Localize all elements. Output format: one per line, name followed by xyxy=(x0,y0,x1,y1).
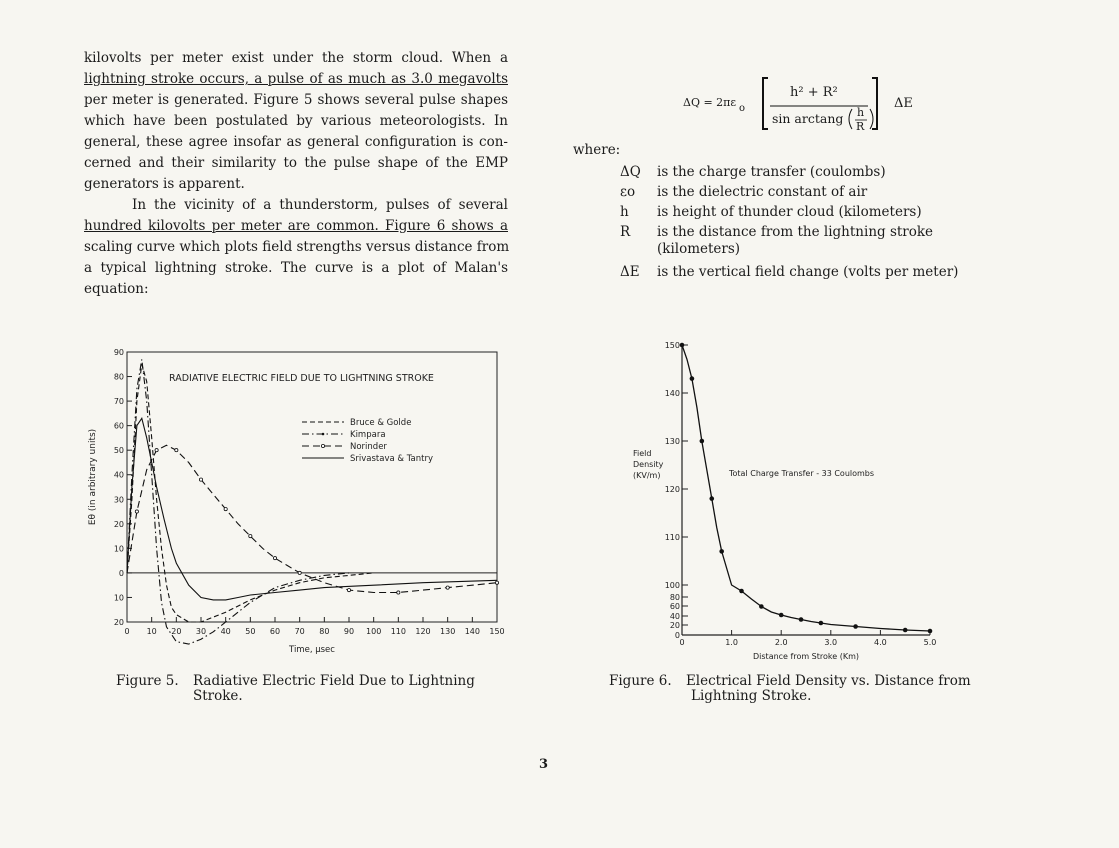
data-point xyxy=(759,604,764,609)
x-tick-label: 120 xyxy=(415,627,431,636)
x-tick-label: 90 xyxy=(343,627,355,636)
series-marker xyxy=(199,478,202,481)
x-tick-label: 130 xyxy=(440,627,456,636)
data-point xyxy=(680,343,685,348)
data-point xyxy=(779,613,784,618)
formula-lhs: ΔQ = 2πε xyxy=(683,96,737,109)
x-tick-label: 1.0 xyxy=(725,638,738,647)
variable-symbol: ΔE xyxy=(620,264,640,280)
y-tick-label: 50 xyxy=(113,446,124,456)
x-tick-label: 100 xyxy=(366,627,382,636)
data-point xyxy=(853,624,858,629)
figure-6-caption-text: Lightning Stroke. xyxy=(691,688,812,704)
y-tick-label: 80 xyxy=(669,593,680,602)
y-tick-label: 10 xyxy=(113,544,124,554)
data-point xyxy=(739,589,744,594)
chart-annotation: Total Charge Transfer - 33 Coulombs xyxy=(729,469,875,478)
text-line: per meter is generated. Figure 5 shows several pulse shapes xyxy=(84,92,508,108)
data-point xyxy=(928,629,933,634)
x-tick-label: 40 xyxy=(220,627,231,636)
y-tick-label: 60 xyxy=(669,602,680,611)
data-point xyxy=(719,549,724,554)
legend-label: Srivastava & Tantry xyxy=(350,454,433,464)
series-marker xyxy=(224,507,227,510)
series-line xyxy=(127,445,497,592)
legend-marker xyxy=(321,444,324,447)
x-tick-label: 70 xyxy=(294,627,305,636)
formula-lhs-sub: o xyxy=(739,103,746,114)
variable-symbol: εo xyxy=(620,184,636,200)
variable-symbol: h xyxy=(620,204,629,220)
y-tick-label: 20 xyxy=(113,618,124,627)
legend-label: Bruce & Golde xyxy=(350,418,412,428)
series-marker xyxy=(347,588,350,591)
chart-title: RADIATIVE ELECTRIC FIELD DUE TO LIGHTNING STROKE xyxy=(169,373,434,384)
x-tick-label: 140 xyxy=(464,627,480,636)
y-axis-label: Field xyxy=(633,449,652,458)
plot-frame xyxy=(127,352,497,622)
variable-description: is the vertical field change (volts per meter) xyxy=(657,264,959,280)
x-axis-label: Distance from Stroke (Km) xyxy=(753,652,859,661)
series-marker xyxy=(298,571,301,574)
x-tick-label: 80 xyxy=(319,627,330,636)
formula-denominator: sin arctang xyxy=(772,111,844,126)
y-tick-label: 40 xyxy=(113,470,124,480)
text-line: In the vicinity of a thunderstorm, pulses of several xyxy=(132,197,508,213)
y-tick-label: 20 xyxy=(113,519,124,529)
y-axis-label: Density xyxy=(633,460,664,469)
y-tick-label: 70 xyxy=(113,397,124,407)
legend-label: Kimpara xyxy=(350,430,386,440)
y-tick-label: 140 xyxy=(664,389,680,398)
y-tick-label: 40 xyxy=(669,612,680,621)
x-tick-label: 30 xyxy=(195,627,207,636)
variable-row xyxy=(620,182,958,202)
formula-frac-den: R xyxy=(856,120,865,133)
figure-6-caption xyxy=(609,674,971,704)
text-line: scaling curve which plots field strengths versus distance from xyxy=(84,239,510,255)
series-marker xyxy=(495,581,498,584)
page-number: 3 xyxy=(539,757,549,772)
x-tick-label: 20 xyxy=(171,627,182,636)
text-line: cerned and their similarity to the pulse shape of the EMP xyxy=(84,155,508,171)
text-line: kilovolts per meter exist under the storm cloud. When a xyxy=(84,50,508,66)
figure-5-caption-text: Radiative Electric Field Due to Lightning xyxy=(192,673,475,689)
x-tick-label: 60 xyxy=(269,627,281,636)
series-marker xyxy=(273,557,276,560)
y-tick-label: 100 xyxy=(664,581,680,590)
y-tick-label: 130 xyxy=(664,437,680,446)
variable-symbol: R xyxy=(620,224,631,240)
series-line xyxy=(682,345,930,631)
series-line xyxy=(127,364,374,622)
x-tick-label: 150 xyxy=(489,627,505,636)
y-tick-label: 90 xyxy=(113,348,124,357)
x-tick-label: 50 xyxy=(245,627,256,636)
text-line: a typical lightning stroke. The curve is a plot of Malan's xyxy=(84,260,508,276)
text-line: hundred kilovolts per meter are common. Figure 6 shows a xyxy=(84,218,508,234)
y-tick-label: 150 xyxy=(664,341,680,350)
x-tick-label: 10 xyxy=(146,627,157,636)
variable-row xyxy=(620,262,958,282)
y-axis-label: (KV/m) xyxy=(633,471,661,480)
y-tick-label: 0 xyxy=(118,568,124,578)
figure-5-caption-text: Stroke. xyxy=(193,688,243,704)
x-tick-label: 0 xyxy=(679,638,685,647)
x-tick-label: 3.0 xyxy=(824,638,838,647)
y-tick-label: 80 xyxy=(113,372,124,382)
formula-rhs: ΔE xyxy=(894,96,913,111)
data-point xyxy=(709,496,714,501)
text-line: lightning stroke occurs, a pulse of as much as 3.0 megavolts xyxy=(84,71,508,87)
series-marker xyxy=(155,449,158,452)
variable-symbol xyxy=(620,242,657,256)
figure-6-label: Figure 6. xyxy=(609,673,672,689)
left-paragraph-1 xyxy=(84,48,508,195)
figure-6-caption-text: Electrical Field Density vs. Distance from xyxy=(685,673,971,689)
y-tick-label: 30 xyxy=(113,495,124,505)
where-label: where: xyxy=(573,142,621,158)
text-line: equation: xyxy=(84,281,149,297)
variable-description: (kilometers) xyxy=(657,241,741,257)
left-paragraph-2 xyxy=(84,195,508,300)
series-marker xyxy=(249,534,252,537)
text-line: which have been postulated by various meteorologists. In xyxy=(84,113,508,129)
y-tick-label: 60 xyxy=(113,421,124,431)
figure-5-chart xyxy=(80,340,520,665)
legend-label: Norinder xyxy=(350,442,387,452)
x-axis-label: Time, μsec xyxy=(289,645,335,655)
y-tick-label: 0 xyxy=(674,631,680,640)
variable-description: is height of thunder cloud (kilometers) xyxy=(657,204,922,220)
variable-list xyxy=(620,162,958,282)
series-marker xyxy=(397,591,400,594)
variable-description: is the dielectric constant of air xyxy=(657,184,868,200)
formula-numerator: h² + R² xyxy=(790,85,838,100)
legend-marker xyxy=(322,433,325,436)
data-point xyxy=(903,628,908,633)
figure-5-caption xyxy=(116,674,475,704)
series-marker xyxy=(446,586,449,589)
y-axis-label: Eθ (in arbitrary units) xyxy=(88,428,98,526)
figure-5-label: Figure 5. xyxy=(116,673,179,689)
variable-description: is the distance from the lightning stroke xyxy=(657,224,934,240)
variable-row xyxy=(620,162,958,182)
text-line: general, these agree insofar as general configuration is con- xyxy=(84,134,508,150)
x-tick-label: 2.0 xyxy=(774,638,788,647)
variable-row xyxy=(620,202,958,222)
variable-symbol: ΔQ xyxy=(620,164,641,180)
figure-6-plot xyxy=(625,335,945,665)
x-tick-label: 4.0 xyxy=(874,638,887,647)
x-tick-label: 0 xyxy=(124,627,130,636)
malan-equation xyxy=(680,76,940,138)
x-tick-label: 5.0 xyxy=(923,638,937,647)
variable-description: is the charge transfer (coulombs) xyxy=(657,164,886,180)
variable-row xyxy=(620,222,958,242)
data-point xyxy=(819,621,824,626)
data-point xyxy=(700,439,705,444)
variable-row xyxy=(620,242,958,256)
series-marker xyxy=(175,449,178,452)
y-tick-label: 110 xyxy=(664,533,680,542)
y-tick-label: 120 xyxy=(664,485,680,494)
y-tick-label: 20 xyxy=(669,621,680,630)
x-tick-label: 110 xyxy=(390,627,406,636)
figure-6-chart xyxy=(625,335,945,665)
text-line: generators is apparent. xyxy=(84,176,245,192)
data-point xyxy=(690,376,695,381)
data-point xyxy=(799,617,804,622)
series-marker xyxy=(135,510,138,513)
figure-5-plot xyxy=(80,340,520,665)
formula-frac-num: h xyxy=(857,106,865,119)
y-tick-label: 10 xyxy=(113,593,124,603)
